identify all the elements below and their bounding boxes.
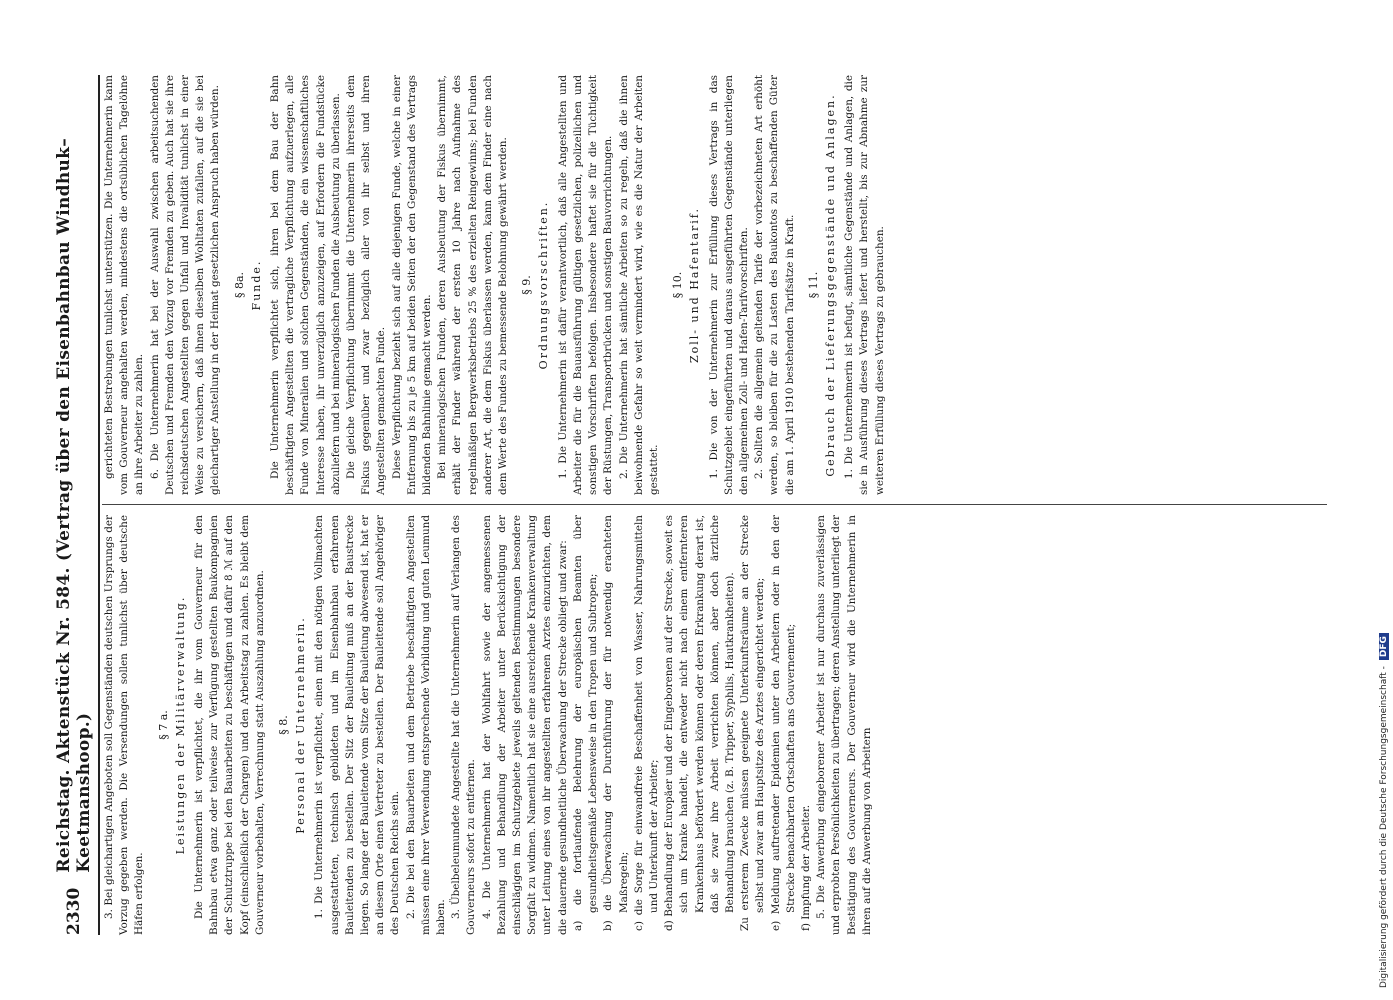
paragraph: 1. Die Unternehmerin ist befugt, sämtliche Gegenstände und Anlagen, die sie in Ausführung dieses Vertrags liefert und herstellt, bis zur Abnahme zur weiteren Erfüllung dieses Vertrags zu gebrauchen. [843, 75, 886, 495]
digitization-note [1357, 8, 1389, 992]
section-heading: § 9. [520, 275, 534, 295]
list-item: a) die fortlaufende Belehrung der europäischen Beamten über gesundheitsgemäße Lebensweise in den Tropen und Subtropen; [571, 515, 600, 931]
paragraph: Die Unternehmerin verpflichtet sich, ihren bei dem Bau der Bahn beschäftigten Angestellten die vertragliche Verpflichtung aufzuerlegen, alle Funde von Mineralien und solchen Gegenständen, die ein wissenschaftliches Interesse haben, ihr unverzüglich anzuzeigen, auf Erfordern die Fundstücke abzuliefern und bei mineralogischen Funden die Ausbeutung zu überlassen. [269, 75, 342, 495]
paragraph: Die gleiche Verpflichtung übernimmt die Unternehmerin ihrerseits dem Fiskus gegenüber und zwar bezüglich aller von ihr selbst und ihren Angestellten gemachten Funde. [345, 75, 388, 495]
list-item: e) Meldung auftretender Epidemien unter den Arbeitern oder in den der Strecke benachbarten Ortschaften ans Gouvernement; [769, 515, 797, 931]
running-title: Reichstag. Aktenstück Nr. 584. (Vertrag über den Eisenbahnbau Windhuk–Keetmanshoop.) [54, 137, 94, 873]
section-title: Leistungen der Militärverwaltung. [173, 595, 187, 855]
dfg-logo: DFG [1379, 633, 1389, 660]
list-item: b) die Überwachung der Durchführung der für notwendig erachteten Maßregeln; [602, 515, 630, 931]
paragraph: 2. Sollten die allgemein geltenden Tarife der vorbezeichneten Art erhöht werden, so bleiben für die zu Lasten des Baukontos zu beschaffenden Güter die am 1. April 1910 bestehenden Tarifsätze in Kraft. [753, 75, 796, 495]
paragraph: Die Unternehmerin ist verpflichtet, die ihr vom Gouverneur für den Bahnbau etwa ganz oder teilweise zur Verfügung gestellten Baukompagnien der Schutztruppe bei den Bauarbeiten zu beschäftigen und dafür 8 ℳ auf den Kopf (einschließlich der Chargen) und den Arbeitstag zu zahlen. Es bleibt dem Gouverneur vorbehalten, Verrechnung statt Auszahlung anzuordnen. [193, 515, 266, 935]
section-title: Personal der Unternehmerin. [294, 616, 308, 834]
section-title: Ordnungsvorschriften. [537, 200, 551, 370]
paragraph: Diese Verpflichtung bezieht sich auf alle diejenigen Funde, welche in einer Entfernung bis zu je 5 km auf beiden Seiten der den Gegenstand des Vertrags bildenden Bahnlinie gemacht werden. [390, 75, 434, 495]
section-heading: § 10. [671, 271, 685, 299]
section-heading: § 11. [806, 271, 820, 299]
column-divider [102, 504, 1327, 505]
list-item: Zu ersterem Zwecke müssen geeignete Unterkunftsräume an der Strecke selbst und zwar am Hauptsitze des Arztes eingerichtet werden; [739, 515, 767, 931]
page-number: 2330 [64, 887, 84, 935]
page-header [50, 75, 100, 935]
paragraph: 6. Die Unternehmerin hat bei der Auswahl zwischen arbeitsuchenden Deutschen und Fremden den Vorzug vor Fremden zu geben. Auch hat sie ihre reichsdeutschen Angestellten gegen Unfall und Invalidität tunlichst in einer Weise zu versichern, daß ihnen dieselben Wohltaten zufallen, auf die sie bei gleichartiger Anstellung in der Heimat gesetzlichen Anspruch haben würden. [148, 75, 222, 495]
section-title: Zoll- und Hafentarif. [688, 207, 702, 363]
paragraph: 1. Die Unternehmerin ist dafür verantwortlich, daß alle Angestellten und Arbeiter die für die Bauausführung gültigen gesetzlichen, polizeilichen und sonstigen Vorschriften befolgen. Insbesondere haftet sie für die Tüchtigkeit der Rüstungen, Transportbrücken und sonstigen Bauvorrichtungen. [556, 75, 615, 495]
section-heading: § 8. [277, 715, 291, 735]
paragraph: 1. Die Unternehmerin ist verpflichtet, einen mit den nötigen Vollmachten ausgestatteten, technisch gebildeten und im Eisenbahnbau erfahrenen Bauleitenden zu bestellen. Der Sitz der Bauleitung muß an der Baustrecke liegen. So lange der Bauleitende vom Sitze der Bauleitung abwesend ist, hat er an diesem Orte einen Vertreter zu bestellen. Der Bauleitende soll Angehöriger des Deutschen Reichs sein. [313, 515, 402, 935]
section-heading: § 8a. [232, 271, 246, 299]
paragraph: 2. Die bei den Bauarbeiten und dem Betriebe beschäftigten Angestellten müssen eine ihrer Verwendung entsprechende Vorbildung und guten Leumund haben. [404, 515, 448, 935]
section-heading: § 7 a. [156, 710, 170, 740]
digitization-text: Digitalisierung gefördert durch die Deutsche Forschungsgemeinschaft - [1379, 666, 1389, 988]
left-column [102, 515, 1332, 935]
list-item: f) Impfung der Arbeiter. [799, 804, 812, 931]
paragraph: 3. Bei gleichartigen Angeboten soll Gegenständen deutschen Ursprungs der Vorzug gegeben werden. Die Versendungen sollen tunlichst über deutsche Häfen erfolgen. [103, 515, 146, 935]
paragraph: 4. Die Unternehmerin hat der Wohlfahrt sowie der angemessenen Bezahlung und Behandlung der Arbeiter unter Berücksichtigung der einschlägigen im Schutzgebiete jeweils geltenden Bestimmungen besondere Sorgfalt zu widmen. Namentlich hat sie eine ausreichende Krankenverwaltung unter Leitung eines von ihr angestellten erfahrenen Arztes einzurichten, dem die dauernde gesundheitliche Überwachung der Strecke obliegt und zwar: [480, 515, 569, 935]
paragraph: 2. Die Unternehmerin hat sämtliche Arbeiten so zu regeln, daß die ihnen beiwohnende Gefahr so weit vermindert wird, wie es die Natur der Arbeiten gestattet. [617, 75, 660, 495]
paragraph: 5. Die Anwerbung eingeborener Arbeiter ist nur durchaus zuverlässigen und erprobten Persönlichkeiten zu übertragen; deren Anstellung unterliegt der Bestätigung des Gouverneurs. Der Gouverneur wird die Unternehmerin in ihren auf die Anwerbung von Arbeitern [815, 515, 873, 935]
right-column [102, 75, 1332, 495]
list-item: d) Behandlung der Europäer und der Eingeborenen auf der Strecke, soweit es sich um Kranke handelt, die entweder nicht nach einem entfernteren Krankenhaus befördert werden können oder deren Erkrankung derart ist, daß sie zwar ihre Arbeit verrichten können, aber doch ärztliche Behandlung brauchen (z. B. Tripper, Syphilis, Hautkrankheiten). [663, 515, 736, 931]
paragraph: 1. Die von der Unternehmerin zur Erfüllung dieses Vertrags in das Schutzgebiet eingeführten und daraus ausgeführten Gegenstände unterliegen den allgemeinen Zoll- und Hafen-Tarifvorschriften. [707, 75, 750, 495]
list-item: c) die Sorge für einwandfreie Beschaffenheit von Wasser, Nahrungsmitteln und Unterkunft der Arbeiter; [632, 515, 660, 931]
section-title: Funde. [249, 259, 263, 311]
paragraph: gerichteten Bestrebungen tunlichst unterstützen. Die Unternehmerin kann vom Gouverneur angehalten werden, mindestens die ortsüblichen Tagelöhne an ihre Arbeiter zu zahlen. [103, 75, 146, 495]
paragraph: Bei mineralogischen Funden, deren Ausbeutung der Fiskus übernimmt, erhält der Finder während der ersten 10 Jahre nach Aufnahme des regelmäßigen Bergwerksbetriebs 25 % des erzielten Reingewinns; bei Funden anderer Art, die dem Fiskus überlassen werden, kann dem Finder eine nach dem Werte des Fundes zu bemessende Belohnung gewährt werden. [436, 75, 510, 495]
rotated-document [50, 75, 1340, 935]
section-title: Gebrauch der Lieferungsgegenstände und Anlagen. [823, 93, 837, 477]
paragraph: 3. Übelbeleumundete Angestellte hat die Unternehmerin auf Verlangen des Gouverneurs sofort zu entfernen. [450, 515, 478, 935]
